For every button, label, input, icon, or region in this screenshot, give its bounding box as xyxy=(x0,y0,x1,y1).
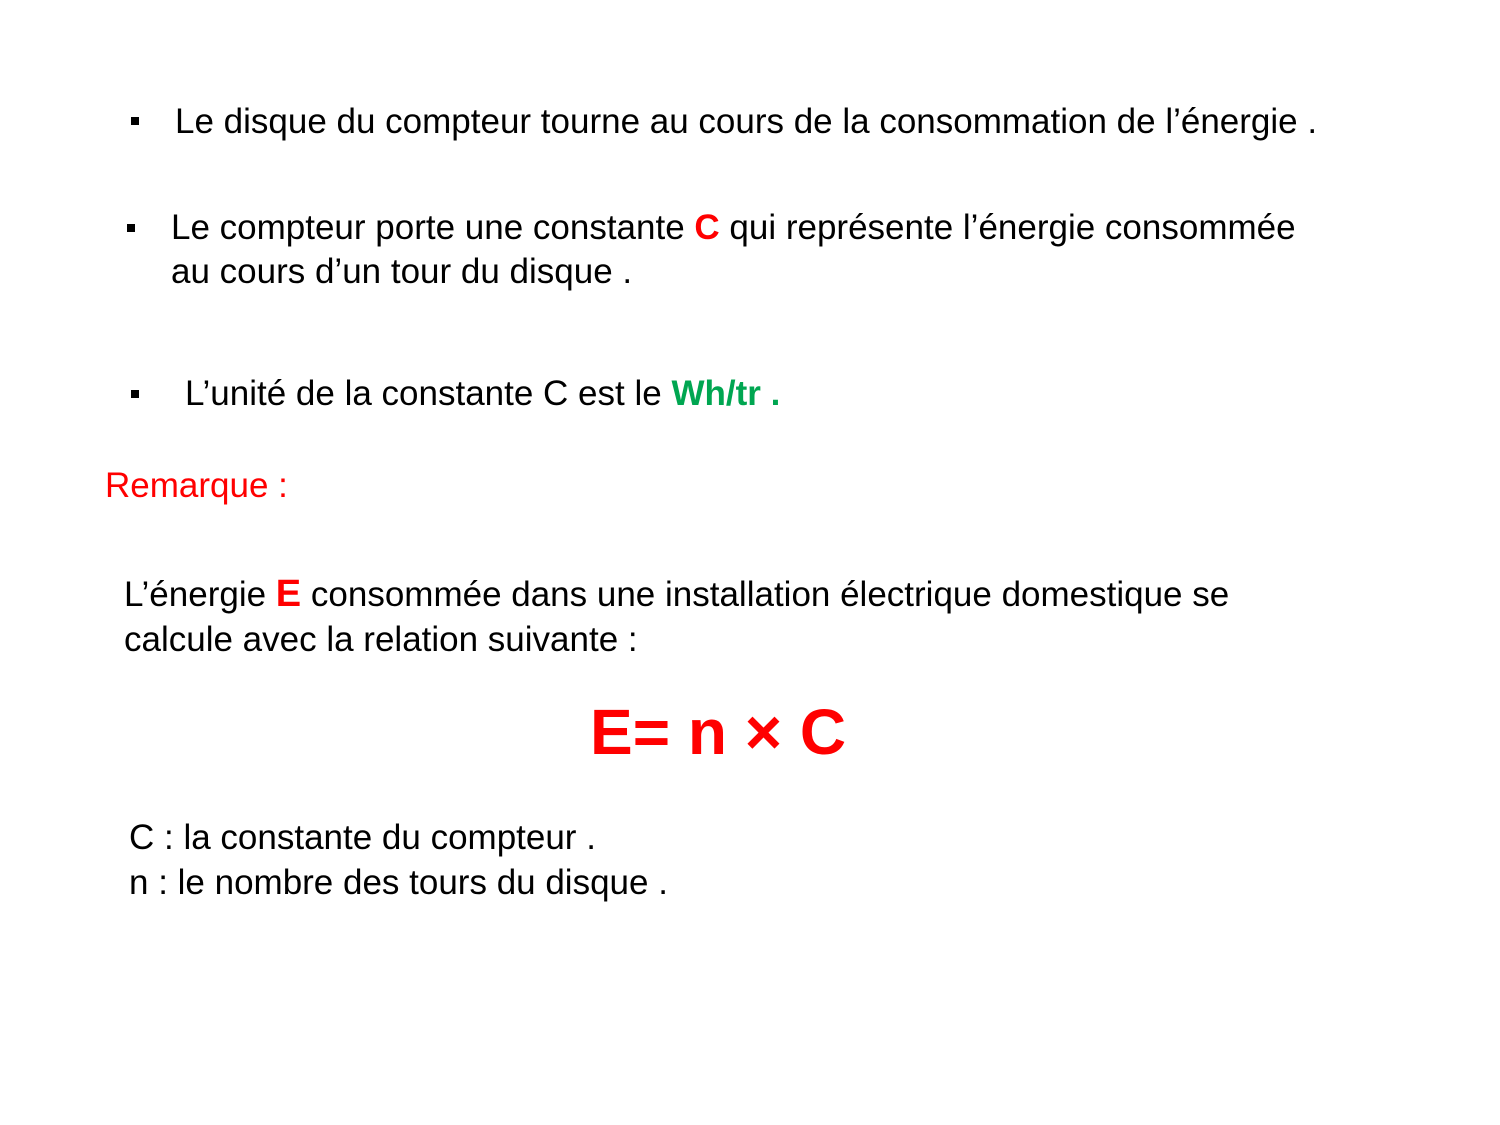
definition-n: n : le nombre des tours du disque . xyxy=(129,863,668,902)
remark-heading: Remarque : xyxy=(105,466,288,505)
bullet-marker-3 xyxy=(131,390,139,398)
unit-highlight: Wh/tr . xyxy=(671,374,781,413)
energy-text-before: L’énergie xyxy=(124,575,276,614)
energy-formula: E= n × C xyxy=(590,696,847,768)
energy-text-after: consommée dans une installation électrique domestique se xyxy=(310,575,1230,614)
bullet-marker-2 xyxy=(127,224,135,232)
bullet-2-text-before: Le compteur porte une constante xyxy=(171,208,695,247)
constant-c-highlight: C xyxy=(694,208,720,247)
definition-c: C : la constante du compteur . xyxy=(129,818,596,857)
bullet-2-text-after: qui représente l’énergie consommée xyxy=(719,208,1296,247)
bullet-marker-1 xyxy=(131,117,139,125)
energy-text-line2: calcule avec la relation suivante : xyxy=(124,620,638,659)
energy-paragraph xyxy=(124,572,1229,662)
bullet-meter-constant xyxy=(171,206,1296,294)
bullet-1-text: Le disque du compteur tourne au cours de la consommation de l’énergie . xyxy=(175,102,1318,141)
energy-e-highlight: E xyxy=(275,573,302,615)
bullet-disk-rotation xyxy=(175,100,1317,144)
bullet-3-text-before: L’unité de la constante C est le xyxy=(185,374,672,413)
definitions xyxy=(129,815,668,905)
bullet-constant-unit xyxy=(185,372,780,416)
bullet-2-text-line2: au cours d’un tour du disque . xyxy=(171,252,633,291)
